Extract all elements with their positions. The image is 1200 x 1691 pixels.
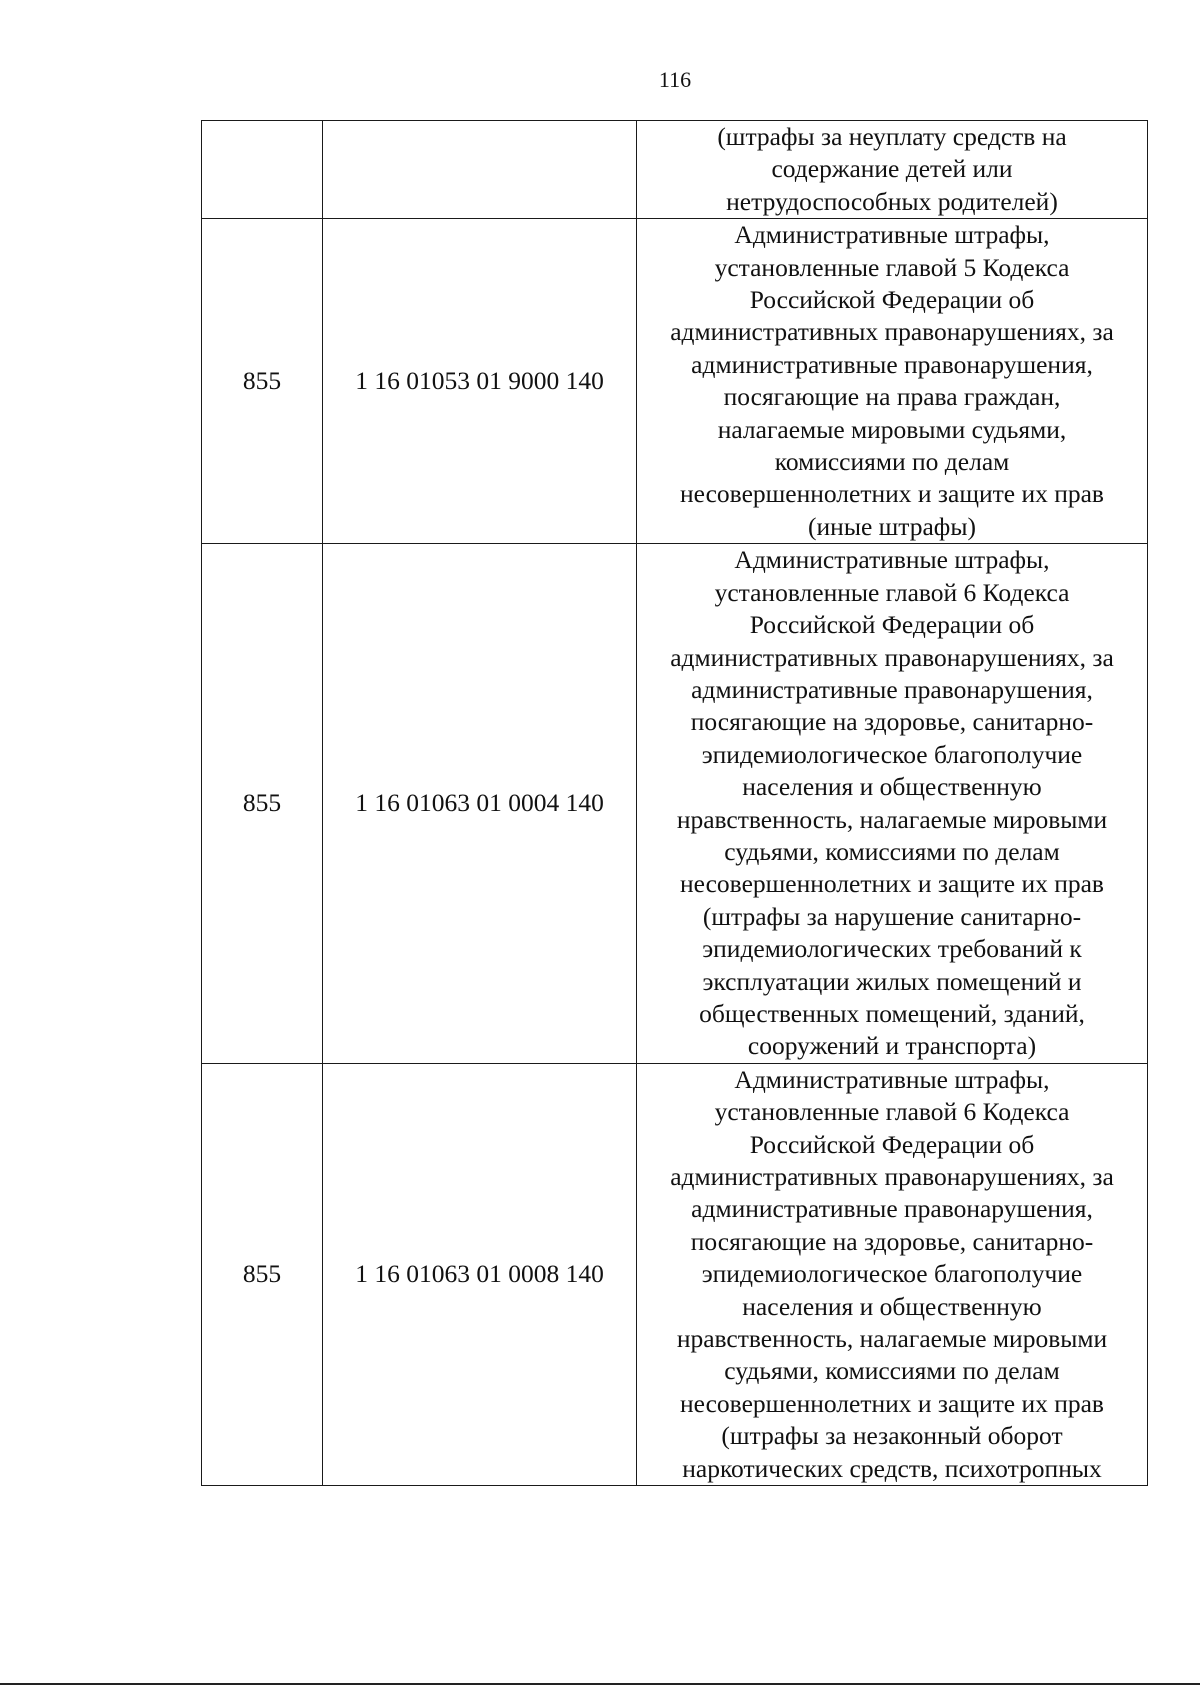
name-line: (штрафы за нарушение санитарно- <box>702 901 1082 931</box>
name-line: посягающие на здоровье, санитарно- <box>690 1226 1094 1256</box>
name-line: административных правонарушениях, за <box>670 642 1114 672</box>
table-row <box>202 1063 1148 1485</box>
admin-code-cell: 855 <box>202 544 323 1064</box>
page-bottom-rule <box>0 1683 1200 1685</box>
kbk-code-cell: 1 16 01053 01 9000 140 <box>323 219 637 544</box>
name-line: установленные главой 6 Кодекса <box>714 577 1070 607</box>
name-line: (штрафы за неуплату средств на <box>717 122 1067 151</box>
name-line: эпидемиологических требований к <box>702 934 1082 964</box>
name-line: посягающие на здоровье, санитарно- <box>690 707 1094 737</box>
name-line: нравственность, налагаемые мировыми <box>676 804 1108 834</box>
name-line: эпидемиологическое благополучие <box>701 739 1083 769</box>
name-line: нетрудоспособных родителей) <box>726 186 1058 216</box>
admin-code-cell: 855 <box>202 1063 323 1485</box>
name-line: эксплуатации жилых помещений и <box>702 966 1082 996</box>
name-line: судьями, комиссиями по делам <box>724 1356 1060 1386</box>
name-line: (иные штрафы) <box>808 511 976 541</box>
kbk-code-cell <box>323 121 637 219</box>
revenue-name-cell <box>637 544 1148 1064</box>
name-line: налагаемые мировыми судьями, <box>717 414 1067 444</box>
name-line: административных правонарушениях, за <box>670 317 1114 347</box>
name-line: Административные штрафы, <box>734 1064 1050 1094</box>
table-body <box>202 121 1148 1486</box>
name-line: Российской Федерации об <box>749 285 1035 315</box>
kbk-code-cell: 1 16 01063 01 0004 140 <box>323 544 637 1064</box>
name-line: административные правонарушения, <box>691 674 1093 704</box>
name-line: содержание детей или <box>771 154 1013 184</box>
name-line: Административные штрафы, <box>734 220 1050 250</box>
name-line: нравственность, налагаемые мировыми <box>676 1324 1108 1354</box>
table-row <box>202 544 1148 1064</box>
budget-classification-table <box>201 120 1148 1486</box>
admin-code-cell <box>202 121 323 219</box>
name-line: установленные главой 6 Кодекса <box>714 1097 1070 1127</box>
name-line: установленные главой 5 Кодекса <box>714 252 1070 282</box>
name-line: несовершеннолетних и защите их прав <box>680 869 1104 899</box>
name-line: Российской Федерации об <box>749 1129 1035 1159</box>
name-line: комиссиями по делам <box>774 447 1010 477</box>
name-line: административные правонарушения, <box>691 349 1093 379</box>
name-line: Российской Федерации об <box>749 610 1035 640</box>
name-line: эпидемиологическое благополучие <box>701 1259 1083 1289</box>
table-row <box>202 219 1148 544</box>
name-line: несовершеннолетних и защите их прав <box>680 1388 1104 1418</box>
name-line: (штрафы за незаконный оборот <box>721 1421 1063 1451</box>
admin-code-cell: 855 <box>202 219 323 544</box>
name-line: Административные штрафы, <box>734 545 1050 575</box>
name-line: общественных помещений, зданий, <box>699 998 1085 1028</box>
table-row <box>202 121 1148 219</box>
kbk-code-cell: 1 16 01063 01 0008 140 <box>323 1063 637 1485</box>
name-line: посягающие на права граждан, <box>723 382 1061 412</box>
revenue-name-cell <box>637 219 1148 544</box>
name-line: административных правонарушениях, за <box>670 1162 1114 1191</box>
name-line: судьями, комиссиями по делам <box>724 836 1060 866</box>
name-line: наркотических средств, психотропных <box>682 1453 1102 1483</box>
name-line: населения и общественную <box>742 772 1042 802</box>
page-number: 116 <box>658 67 692 92</box>
name-line: населения и общественную <box>742 1291 1042 1321</box>
name-line: сооружений и транспорта) <box>747 1031 1037 1061</box>
revenue-name-cell <box>637 121 1148 219</box>
name-line: административные правонарушения, <box>691 1194 1093 1224</box>
revenue-name-cell <box>637 1063 1148 1485</box>
name-line: несовершеннолетних и защите их прав <box>680 479 1104 509</box>
